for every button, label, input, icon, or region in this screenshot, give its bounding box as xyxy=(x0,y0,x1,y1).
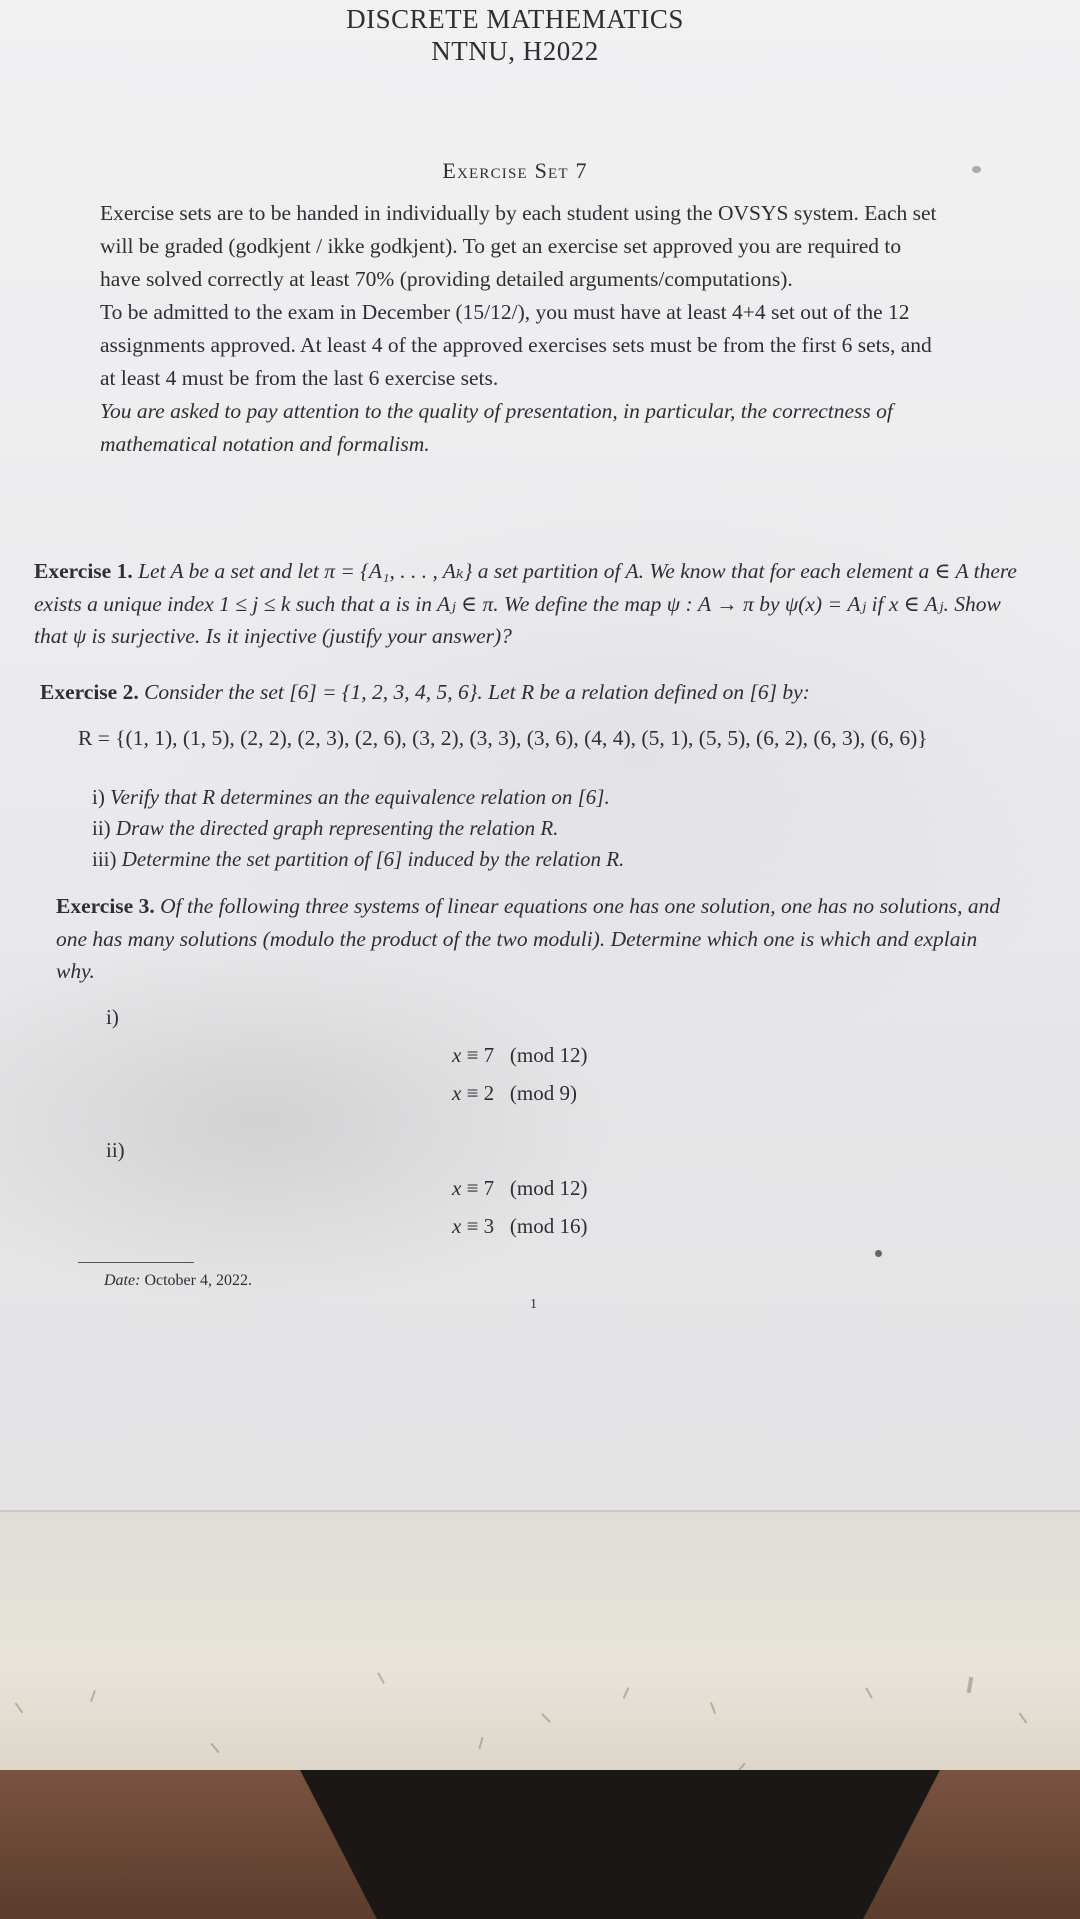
list-item xyxy=(92,782,972,813)
item-number: iii) xyxy=(92,847,117,871)
footnote-date xyxy=(104,1272,252,1290)
exercise-3 xyxy=(56,890,1016,988)
footnote-rule xyxy=(78,1262,194,1263)
equation-congruence: ≡ 7 xyxy=(466,1043,495,1067)
equation-variable: x xyxy=(452,1081,462,1105)
item-number: ii) xyxy=(92,816,111,840)
item-text: Determine the set partition of [6] induced by the relation R. xyxy=(121,847,625,871)
exercise-3-label: Exercise 3. xyxy=(56,894,155,918)
intro-block xyxy=(100,197,940,461)
intro-paragraph-presentation: You are asked to pay attention to the quality of presentation, in particular, the correctness of mathematical notation and formalism. xyxy=(100,399,893,456)
list-item xyxy=(92,844,972,875)
exercise-set-heading: Exercise Set 7 xyxy=(442,158,588,183)
item-text: Draw the directed graph representing the relation R. xyxy=(115,816,559,840)
exercise-2-text: Consider the set [6] = {1, 2, 3, 4, 5, 6}. Let R be a relation defined on [6] by: xyxy=(144,680,810,704)
shadow xyxy=(300,1770,940,1919)
speck xyxy=(478,1737,483,1749)
speck xyxy=(15,1703,24,1714)
exercise-2-items xyxy=(92,782,972,875)
equation-modulus: (mod 12) xyxy=(509,1176,588,1200)
equation-variable: x xyxy=(452,1214,462,1238)
speck xyxy=(377,1672,385,1683)
item-number: i) xyxy=(92,785,105,809)
equation xyxy=(452,1176,588,1201)
equation-variable: x xyxy=(452,1176,462,1200)
equation-congruence: ≡ 3 xyxy=(466,1214,495,1238)
exercise-3-text: Of the following three systems of linear equations one has one solution, one has no solutions, and one has many solutions (modulo the product of the two moduli). Determine which one is which and explain why. xyxy=(56,894,1001,983)
equation-congruence: ≡ 7 xyxy=(466,1176,495,1200)
page-number: 1 xyxy=(530,1297,537,1312)
speck xyxy=(1019,1713,1028,1724)
case-i-label: i) xyxy=(106,1005,119,1029)
equation-congruence: ≡ 2 xyxy=(466,1081,495,1105)
case-ii-label: ii) xyxy=(106,1138,125,1162)
course-title: DISCRETE MATHEMATICS xyxy=(346,4,684,34)
intro-paragraph-admission: To be admitted to the exam in December (15/12/), you must have at least 4+4 set out of the 12 assignments approved. At least 4 of the approved exercises sets must be from the first 6 sets, and at least 4 must be from the last 6 exercise sets. xyxy=(100,300,932,390)
speck xyxy=(623,1687,630,1699)
speck xyxy=(210,1743,219,1753)
relation-definition: R = {(1, 1), (1, 5), (2, 2), (2, 3), (2, 6), (3, 2), (3, 3), (3, 6), (4, 4), (5, 1), (5, 5), (6, 2), (6, 3), (6, 6)} xyxy=(78,726,928,750)
lower-paper-sheet xyxy=(0,1510,1080,1772)
equation-modulus: (mod 9) xyxy=(509,1081,577,1105)
ink-spot xyxy=(972,166,981,173)
ink-spot xyxy=(875,1250,882,1257)
exercise-2-label: Exercise 2. xyxy=(40,680,139,704)
exercise-2 xyxy=(40,676,1030,709)
speck xyxy=(865,1687,873,1698)
equation-variable: x xyxy=(452,1043,462,1067)
speck xyxy=(710,1702,716,1714)
equation xyxy=(452,1214,588,1239)
date-label: Date: xyxy=(104,1272,141,1289)
course-term: NTNU, H2022 xyxy=(431,36,599,66)
item-text: Verify that R determines an the equivalence relation on [6]. xyxy=(110,785,610,809)
intro-paragraph-submission: Exercise sets are to be handed in individually by each student using the OVSYS system. Each set will be graded (godkjent / ikke godkjent). To get an exercise set approved you are required to have solved correctly at least 70% (providing detailed arguments/computations). xyxy=(100,201,937,291)
speck xyxy=(90,1690,96,1702)
equation-modulus: (mod 16) xyxy=(509,1214,588,1238)
exercise-1 xyxy=(34,555,1034,653)
equation xyxy=(452,1043,588,1068)
list-item xyxy=(92,813,972,844)
date-value: October 4, 2022. xyxy=(144,1272,252,1289)
equation-modulus: (mod 12) xyxy=(509,1043,588,1067)
speck xyxy=(541,1713,551,1723)
equation xyxy=(452,1081,577,1106)
speck xyxy=(967,1677,974,1693)
exercise-1-label: Exercise 1. xyxy=(34,559,133,583)
exercise-1-text: Let A be a set and let π = {A₁, . . . , Aₖ} a set partition of A. We know that for each element a ∈ A there exists a unique index 1 ≤ j ≤ k such that a is in Aⱼ ∈ π. We define the map ψ : A → π by ψ(x) = Aⱼ if x ∈ Aⱼ. Show that ψ is surjective. Is it injective (justify your answer)? xyxy=(34,559,1017,648)
